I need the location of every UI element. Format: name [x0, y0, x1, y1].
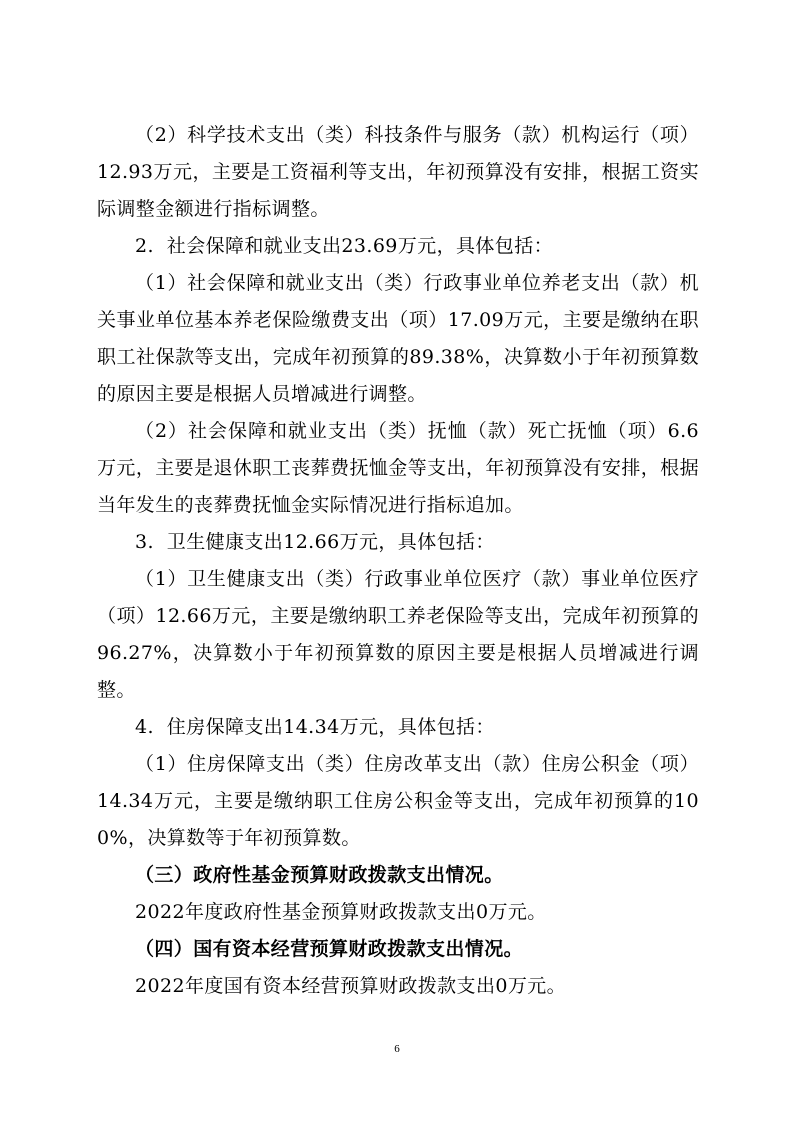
section-heading-government-fund: （三）政府性基金预算财政拨款支出情况。 [135, 864, 504, 886]
paragraph-social-security-item-2: （2）社会保障和就业支出（类）抚恤（款）死亡抚恤（项）6.6万元，主要是退休职工丧葬费抚恤金等支出，年初预算没有安排，根据当年发生的丧葬费抚恤金实际情况进行指标追加。 [97, 420, 699, 516]
document-body [97, 117, 699, 1005]
paragraph-government-fund: 2022年度政府性基金预算财政拨款支出0万元。 [135, 901, 547, 923]
section-heading-state-capital: （四）国有资本经营预算财政拨款支出情况。 [135, 938, 524, 960]
paragraph-state-capital: 2022年度国有资本经营预算财政拨款支出0万元。 [135, 975, 567, 997]
heading-social-security: 2. 社会保障和就业支出23.69万元，具体包括： [135, 235, 554, 257]
paragraph-science-tech-item-2: （2）科学技术支出（类）科技条件与服务（款）机构运行（项）12.93万元，主要是工资福利等支出，年初预算没有安排，根据工资实际调整金额进行指标调整。 [97, 124, 699, 220]
paragraph-housing-item-1: （1）住房保障支出（类）住房改革支出（款）住房公积金（项）14.34万元，主要是缴纳职工住房公积金等支出，完成年初预算的100%，决算数等于年初预算数。 [97, 753, 699, 849]
page-number: 6 [394, 1043, 400, 1055]
paragraph-social-security-item-1: （1）社会保障和就业支出（类）行政事业单位养老支出（款）机关事业单位基本养老保险缴费支出（项）17.09万元，主要是缴纳在职职工社保款等支出，完成年初预算的89.38%，决算数小于年初预算数的原因主要是根据人员增减进行调整。 [97, 272, 699, 405]
paragraph-health-item-1: （1）卫生健康支出（类）行政事业单位医疗（款）事业单位医疗（项）12.66万元，主要是缴纳职工养老保险等支出，完成年初预算的96.27%，决算数小于年初预算数的原因主要是根据人员增减进行调整。 [97, 568, 699, 701]
heading-housing: 4. 住房保障支出14.34万元，具体包括： [135, 716, 495, 738]
heading-health: 3. 卫生健康支出12.66万元，具体包括： [135, 531, 495, 553]
